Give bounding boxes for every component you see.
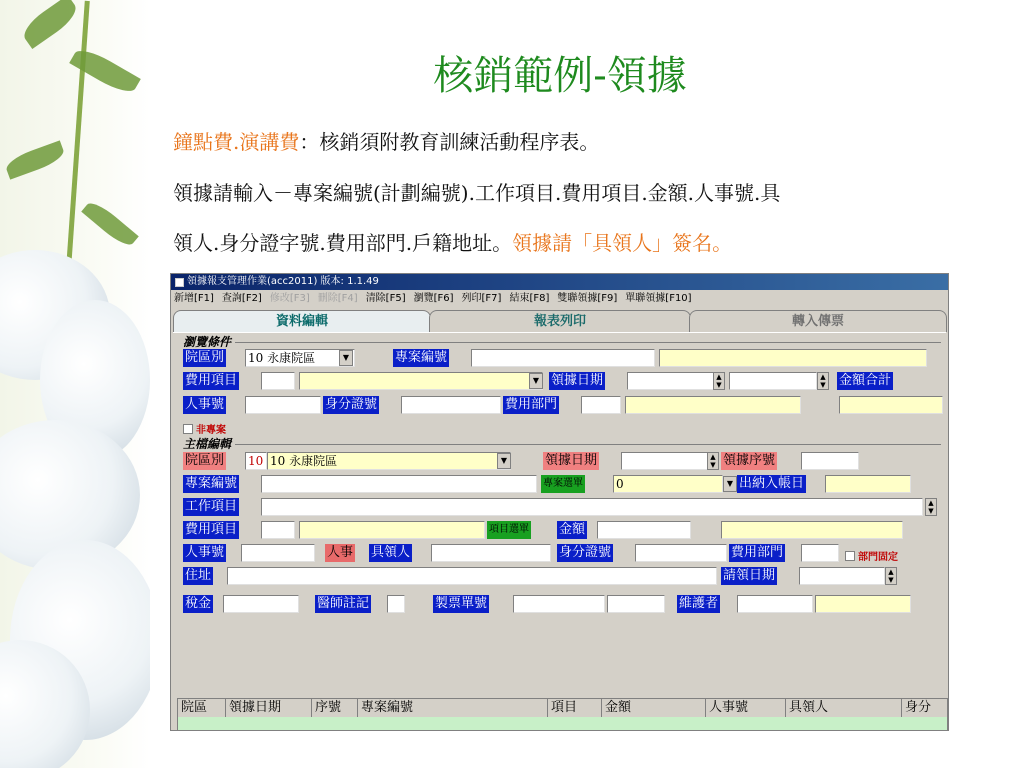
main-address-label: 住址: [185, 568, 212, 583]
menu-double-receipt[interactable]: 雙聯領據[F9]: [557, 293, 618, 304]
browse-dept-name: [625, 396, 801, 414]
main-recipient-input[interactable]: [431, 544, 551, 562]
spinner-icon[interactable]: ▲ ▼: [885, 567, 897, 585]
main-tax-label: 稅金: [185, 596, 212, 611]
body-line-2: 領據請輸入－專案編號(計劃編號).工作項目.費用項目.金額.人事號.具: [173, 181, 781, 205]
main-voucher-seq[interactable]: [607, 595, 665, 613]
menu-edit[interactable]: 修改[F3]: [269, 293, 310, 304]
main-project-label: 專案編號: [185, 476, 238, 491]
main-claim-date-label: 請領日期: [723, 568, 776, 583]
grid-header: [178, 699, 947, 717]
main-project-select[interactable]: 0: [613, 475, 723, 493]
menu-query[interactable]: 查詢[F2]: [221, 293, 262, 304]
main-receipt-seq-label: 領據序號: [723, 453, 776, 468]
grid-col-id[interactable]: 身分: [905, 700, 932, 715]
grid-col-date[interactable]: 領據日期: [226, 699, 312, 717]
main-staff-input[interactable]: [241, 544, 315, 562]
menu-delete[interactable]: 刪除[F4]: [317, 293, 358, 304]
main-recipient-label: 具領人: [371, 545, 411, 560]
checkbox-box[interactable]: [183, 424, 193, 434]
main-amount-input[interactable]: [597, 521, 691, 539]
main-campus-select[interactable]: 10 永康院區: [267, 452, 511, 470]
tab-transfer-voucher[interactable]: 轉入傳票: [689, 310, 947, 332]
grid-col-recipient[interactable]: 具領人: [786, 699, 902, 717]
window-title: 領據報支管理作業(acc2011) 版本: 1.1.49: [187, 276, 379, 287]
record-grid[interactable]: [177, 698, 948, 731]
browse-dept-input[interactable]: [581, 396, 621, 414]
browse-group-title: 瀏覽條件: [183, 335, 232, 349]
edit-panel: [173, 332, 946, 730]
main-group-line: [235, 444, 941, 445]
main-maintainer-name: [815, 595, 911, 613]
main-dept-label: 費用部門: [731, 545, 784, 560]
browse-project-input[interactable]: [471, 349, 655, 367]
main-group-title: 主檔編輯: [183, 437, 232, 451]
main-staff-label: 人事號: [185, 545, 225, 560]
main-voucher-input[interactable]: [513, 595, 605, 613]
main-doctor-input[interactable]: [387, 595, 405, 613]
main-id-input[interactable]: [635, 544, 727, 562]
main-receipt-date-label: 領據日期: [545, 453, 598, 468]
app-window: [170, 273, 949, 731]
line1-text: ：核銷須附教育訓練活動程序表。: [299, 130, 600, 154]
browse-campus-select[interactable]: 10 永康院區: [245, 349, 355, 367]
checkbox-box[interactable]: [845, 551, 855, 561]
main-dept-input[interactable]: [801, 544, 839, 562]
browse-date-from[interactable]: [627, 372, 715, 390]
grid-col-campus[interactable]: 院區: [178, 699, 226, 717]
main-amount-words: [721, 521, 903, 539]
tab-data-edit[interactable]: 資料編輯: [173, 310, 431, 332]
browse-project-label: 專案編號: [395, 350, 448, 365]
menu-single-receipt[interactable]: 單聯領據[F10]: [625, 293, 692, 304]
highlight-fees: 鐘點費.演講費: [173, 130, 300, 154]
main-project-input[interactable]: [261, 475, 537, 493]
browse-expense-select[interactable]: [299, 372, 543, 390]
browse-expense-label: 費用項目: [185, 373, 238, 388]
browse-id-input[interactable]: [401, 396, 501, 414]
spinner-icon[interactable]: ▲ ▼: [713, 372, 725, 390]
main-receipt-seq-input[interactable]: [801, 452, 859, 470]
main-receipt-date-input[interactable]: [621, 452, 709, 470]
spinner-icon[interactable]: ▲ ▼: [817, 372, 829, 390]
main-expense-name: [299, 521, 485, 539]
staff-lookup-button[interactable]: 人事: [327, 545, 354, 560]
browse-total-value: [839, 396, 943, 414]
main-id-label: 身分證號: [559, 545, 612, 560]
menu-clear[interactable]: 清除[F5]: [365, 293, 406, 304]
line3-text: 領人.身分證字號.費用部門.戶籍地址。: [173, 231, 513, 255]
browse-campus-label: 院區別: [185, 350, 225, 365]
dept-fixed-checkbox[interactable]: [845, 548, 898, 563]
main-claim-date-input[interactable]: [799, 567, 885, 585]
tab-report-print[interactable]: 報表列印: [429, 310, 691, 332]
chevron-down-icon[interactable]: ▼: [723, 476, 737, 492]
main-maintainer-label: 維護者: [679, 596, 719, 611]
main-cashier-input[interactable]: [825, 475, 911, 493]
grid-col-project[interactable]: 專案編號: [358, 699, 548, 717]
main-voucher-label: 製票單號: [435, 596, 488, 611]
scroll-icon[interactable]: ▲ ▼: [925, 498, 937, 516]
window-titlebar: [171, 274, 948, 290]
grid-col-item[interactable]: 項目: [548, 699, 602, 717]
browse-receipt-date-label: 領據日期: [551, 373, 604, 388]
tab-strip: [171, 310, 948, 332]
highlight-signature: 領據請「具領人」簽名。: [512, 231, 733, 255]
chevron-down-icon[interactable]: ▼: [529, 373, 543, 389]
main-cashier-label: 出納入帳日: [739, 476, 805, 491]
table-row[interactable]: [178, 717, 947, 731]
browse-staff-label: 人事號: [185, 397, 225, 412]
main-work-input[interactable]: [261, 498, 923, 516]
main-tax-input[interactable]: [223, 595, 299, 613]
menu-browse[interactable]: 瀏覽[F6]: [413, 293, 454, 304]
app-icon: [175, 278, 184, 287]
browse-expense-code[interactable]: [261, 372, 295, 390]
chevron-down-icon[interactable]: ▼: [339, 350, 353, 366]
browse-dept-label: 費用部門: [505, 397, 558, 412]
spinner-icon[interactable]: ▲ ▼: [707, 452, 719, 470]
slide-title: 核銷範例-領據: [433, 53, 687, 99]
main-work-label: 工作項目: [185, 499, 238, 514]
main-campus-label: 院區別: [185, 453, 225, 468]
menu-bar: [171, 290, 948, 308]
menu-exit[interactable]: 結束[F8]: [509, 293, 550, 304]
main-doctor-label: 醫師註記: [317, 596, 370, 611]
lily-decoration: [0, 0, 150, 768]
chevron-down-icon[interactable]: ▼: [497, 453, 511, 469]
non-project-checkbox[interactable]: [183, 421, 226, 436]
grid-col-seq[interactable]: 序號: [312, 699, 358, 717]
main-expense-label: 費用項目: [185, 522, 238, 537]
main-maintainer-input: [737, 595, 813, 613]
project-select-button[interactable]: 專案選單: [541, 475, 585, 493]
menu-add[interactable]: 新增[F1]: [174, 293, 214, 304]
browse-total-label: 金額合計: [839, 373, 892, 388]
item-select-button[interactable]: 項目選單: [487, 521, 531, 539]
browse-staff-input[interactable]: [245, 396, 321, 414]
browse-id-label: 身分證號: [325, 397, 378, 412]
menu-print[interactable]: 列印[F7]: [461, 293, 502, 304]
dept-fixed-label: 部門固定: [858, 552, 898, 563]
browse-group-line: [235, 342, 941, 343]
main-amount-label: 金額: [559, 522, 586, 537]
body-line-1: [173, 126, 599, 155]
grid-col-staff[interactable]: 人事號: [706, 699, 786, 717]
body-line-3: [173, 227, 732, 256]
non-project-label: 非專案: [196, 425, 226, 436]
main-campus-code[interactable]: 10: [245, 452, 267, 470]
main-expense-code[interactable]: [261, 521, 295, 539]
browse-date-to[interactable]: [729, 372, 817, 390]
main-address-input[interactable]: [227, 567, 717, 585]
browse-project-name: [659, 349, 927, 367]
grid-col-amount[interactable]: 金額: [602, 699, 706, 717]
